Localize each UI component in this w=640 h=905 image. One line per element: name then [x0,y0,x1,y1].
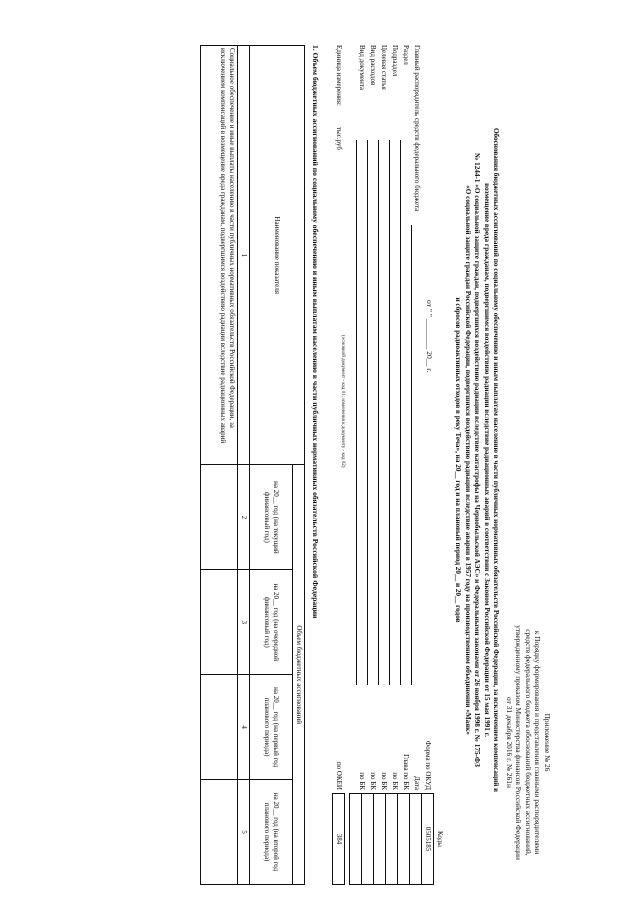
field-label-doc-type: Вид документа [358,45,366,91]
table-row [201,46,238,885]
doc-type-note: (основной документ - код 01; изменения к документу - код 02) [340,335,345,468]
column-number: 5 [238,780,250,885]
code-okud: 0505185 [421,794,433,884]
codes-label-expense-type: по БК [358,772,366,790]
code-chapter [397,794,409,884]
field-label-target: Целевая статья [380,45,388,90]
column-number: 1 [238,46,250,465]
title-line: Обоснования бюджетных ассигнований по социальному обеспечению и иным выплатам населению в части публичных нормативных обязательств Российской Федерации, за исключением компенсаций в [492,127,500,793]
code-target [361,794,373,884]
table-header-row [293,46,305,885]
date-line: от " " ________ 20__ г. [425,300,434,373]
header-first-plan-year: на 20__ год (на первый год планового периода) [250,675,293,780]
field-line-target [378,140,379,685]
field-line-section [400,140,401,685]
appendix-line: от 31 декабря 2016 г. № 261н [504,697,514,788]
codes-label-okud: Форма по ОКУД [424,740,432,790]
header-allocation-volume: Объем бюджетных ассигнований [293,465,305,885]
column-number: 2 [238,465,250,570]
codes-label-date: Дата [413,776,421,790]
section-title: 1. Объем бюджетных ассигнований по социальному обеспечению и иным выплатам населению в части публичных нормативных обязательств Российской Федерации [311,45,320,619]
codes-header: Коды [436,831,444,847]
field-label-manager: Главный распорядитель средств федерального бюджета [413,45,421,212]
header-next-year: на 20__ год (на очередной финансовый год) [250,570,293,675]
table-cell [201,780,238,885]
rotated-document-page [0,35,560,885]
units-value: тыс.руб [335,127,343,150]
field-line-subsection [389,140,390,685]
codes-label-target: по БК [369,772,377,790]
codes-label-section: по БК [391,772,399,790]
table-number-row [238,46,250,885]
field-label-subsection: Подраздел [391,45,399,77]
okei-label: по ОКЕИ [335,761,343,790]
header-indicator-name: Наименование показателя [250,46,305,465]
appendix-line: утвержденному приказом Министерства финансов Российской Федерации [514,625,524,860]
column-number: 3 [238,570,250,675]
title-line: «О социальной защите граждан Российской Федерации, подвергшихся воздействию радиации вследствие аварии в 1957 году на производственном объединении «Маяк» [463,185,472,735]
column-number: 4 [238,675,250,780]
title-line: возмещение вреда гражданам, подвергшимся воздействию радиации вследствие радиационных аварий в соответствии с Законом Российской Федерации от 15 мая 1991 г. [482,183,491,737]
appendix-line: Приложение № 26 [543,713,552,772]
table-cell [201,570,238,675]
field-label-section: Раздел [402,45,410,65]
header-current-year: на 20__ год (на текущий финансовый год) [250,465,293,570]
allocations-table [200,45,305,885]
title-line: № 1244-1 «О социальной защите граждан, подвергшихся воздействию радиации вследствие катастрофы на Чернобыльской АЭС» и Федеральными законами от 26 ноября 1998 г. № 175-ФЗ [473,153,482,767]
code-date [409,794,421,884]
code-expense-type [350,794,361,884]
row-indicator-text: Социальное обеспечение и иные выплаты населению в части публичных нормативных обязательств Российской Федерации, за исключением компенсаций в возмещение вреда гражданам, подвергшимся воздействию радиации вследствие радиационных аварий [201,46,238,465]
field-line-expense-type [367,140,368,685]
units-label: Единица измерения: [335,45,343,106]
field-line-manager [411,225,412,685]
appendix-line: средств федерального бюджета обоснований бюджетных ассигнований, [523,629,533,856]
field-label-expense-type: Вид расходов [369,45,377,86]
codes-label-chapter: Глава по БК [402,754,410,790]
appendix-line: к Порядку формирования и представления главными распорядителями [533,630,543,855]
title-line: и сбросов радиоактивных отходов в реку Теча», на 20__ год и на плановый период 20__ и 20__ годов [454,297,463,623]
code-section [385,794,397,884]
table-cell [201,465,238,570]
codes-label-subsection: по БК [380,772,388,790]
document-title [453,45,500,875]
code-subsection [373,794,385,884]
okei-value: 384 [332,793,345,885]
header-second-plan-year: на 20__ год (на второй год планового периода) [250,780,293,885]
field-line-doc-type [356,140,357,685]
table-cell [201,675,238,780]
codes-box [349,793,434,885]
appendix-block [504,600,552,885]
